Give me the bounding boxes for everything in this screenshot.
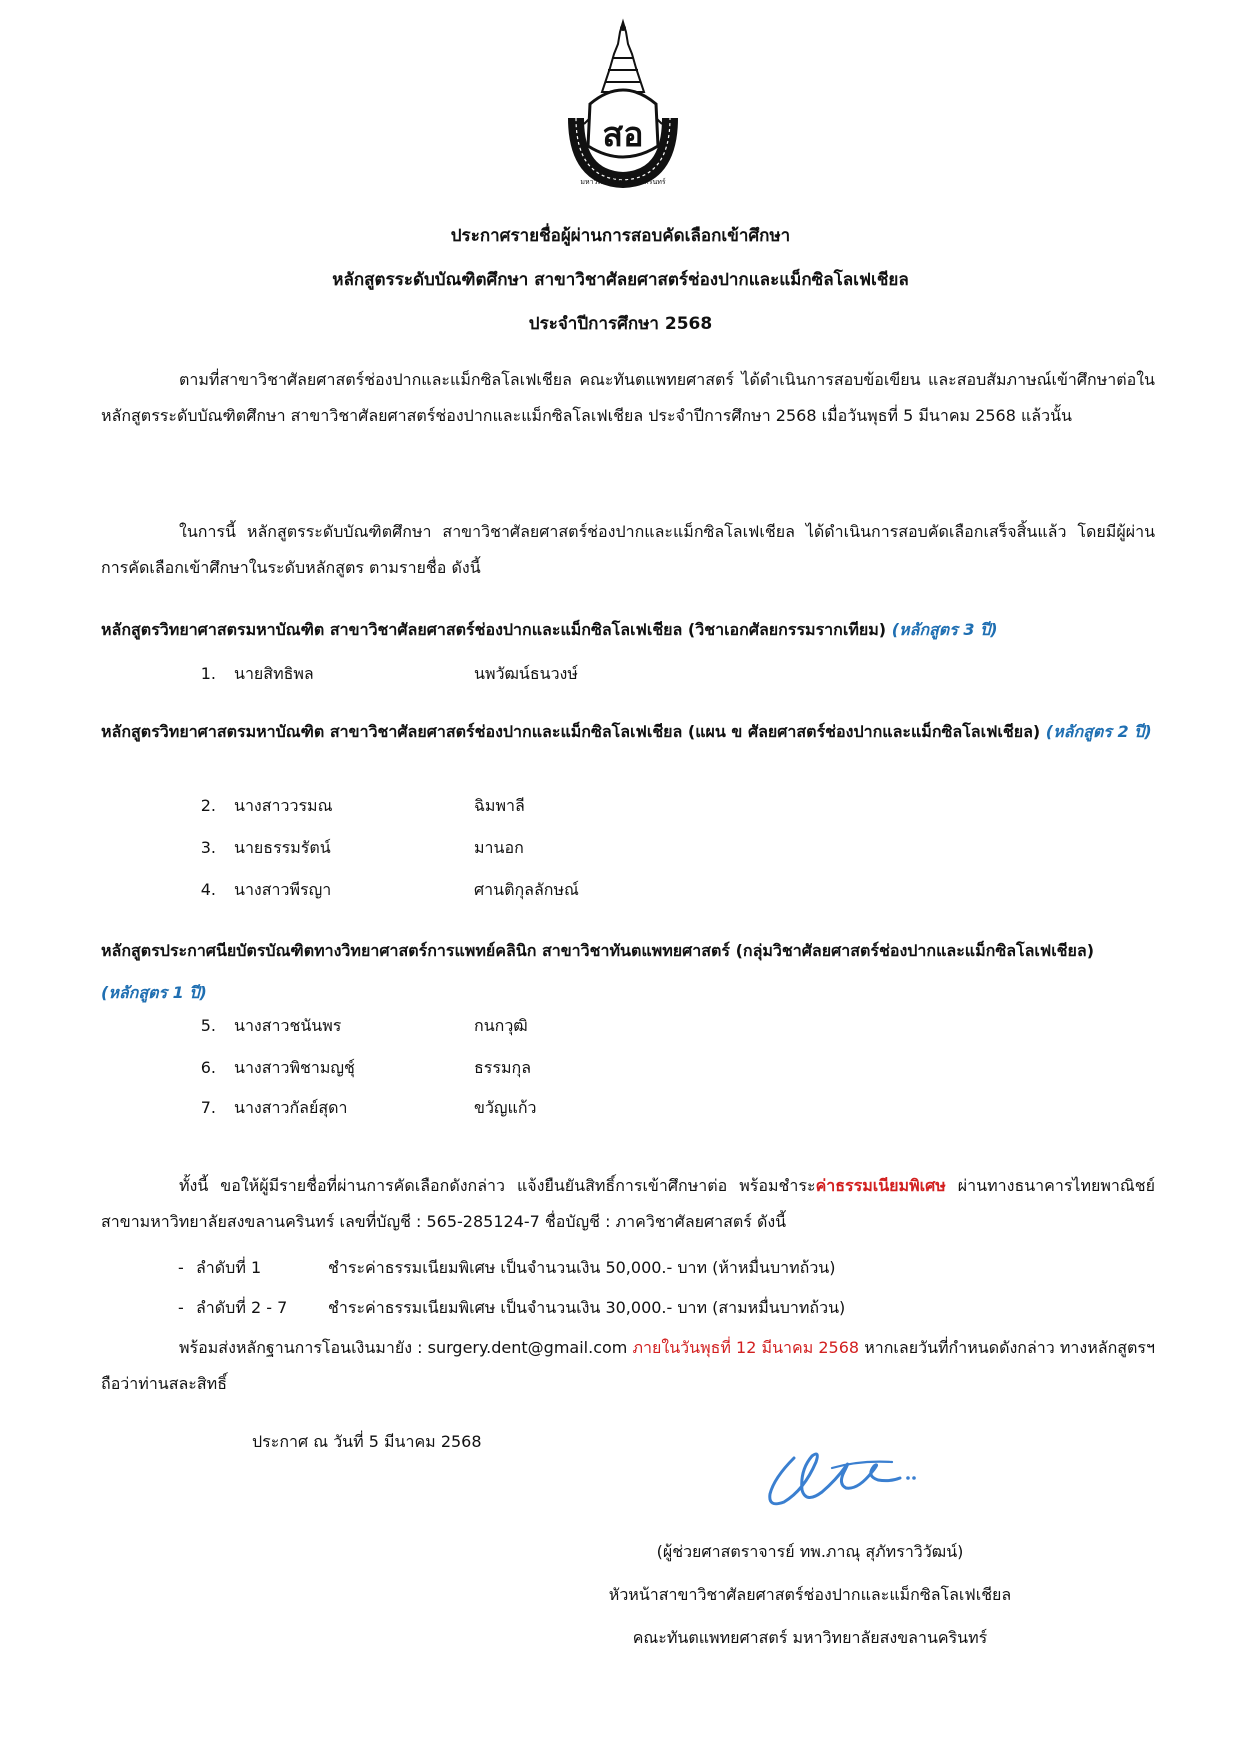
fee-bullet: - (178, 1298, 184, 1317)
student-number: 6. (200, 1058, 216, 1077)
program-duration-2: (หลักสูตร 2 ปี) (1045, 722, 1152, 741)
student-first-name: นายธรรมรัตน์ (234, 838, 331, 857)
student-first-name: นางสาวพีรญา (234, 880, 332, 899)
student-first-name: นางสาววรมณ (234, 796, 333, 815)
student-row (196, 1008, 896, 1044)
student-number: 2. (200, 796, 216, 815)
student-last-name: ธรรมกุล (474, 1058, 531, 1077)
seal-monogram: สอ (602, 115, 644, 155)
student-last-name: ขวัญแก้ว (474, 1098, 537, 1117)
student-row (196, 1050, 896, 1086)
payment-text-post: ผ่านทางธนาคารไทยพาณิชย์ สาขามหาวิทยาลัยสงขลานครินทร์ เลขที่บัญชี : 565-285124-7 ชื่อบัญชี : ภาควิชาศัลยศาสตร์ ดังนี้ (101, 1176, 1155, 1231)
handwritten-signature (760, 1432, 920, 1522)
program-duration-1: (หลักสูตร 3 ปี) (891, 620, 998, 639)
student-row (196, 872, 896, 908)
deadline-highlight: ภายในวันพุธที่ 12 มีนาคม 2568 (632, 1338, 860, 1357)
university-seal-logo (566, 18, 680, 188)
payment-paragraph (101, 1168, 1155, 1240)
fee-description: ชำระค่าธรรมเนียมพิเศษ เป็นจำนวนเงิน 50,000.- บาท (ห้าหมื่นบาทถ้วน) (328, 1258, 836, 1277)
program-heading-2 (101, 711, 1161, 753)
program-name-2: หลักสูตรวิทยาศาสตรมหาบัณฑิต สาขาวิชาศัลยศาสตร์ช่องปากและแม็กซิลโลเฟเชียล (แผน ข ศัลยศาสตร์ช่องปากและแม็กซิลโลเฟเชียล) (101, 722, 1041, 741)
fee-description: ชำระค่าธรรมเนียมพิเศษ เป็นจำนวนเงิน 30,000.- บาท (สามหมื่นบาทถ้วน) (328, 1298, 846, 1317)
title-line-2: หลักสูตรระดับบัณฑิตศึกษา สาขาวิชาศัลยศาสตร์ช่องปากและแม็กซิลโลเฟเชียล (332, 270, 909, 290)
announcement-date: ประกาศ ณ วันที่ 5 มีนาคม 2568 (252, 1432, 482, 1451)
title-line-3: ประจำปีการศึกษา 2568 (528, 314, 713, 334)
student-last-name: ฉิมพาลี (474, 796, 525, 815)
student-number: 3. (200, 838, 216, 857)
student-number: 5. (200, 1016, 216, 1035)
student-number: 4. (200, 880, 216, 899)
payment-text-pre: ทั้งนี้ ขอให้ผู้มีรายชื่อที่ผ่านการคัดเลือกดังกล่าว แจ้งยืนยันสิทธิ์การเข้าศึกษาต่อ พร้อมชำระ (179, 1176, 816, 1195)
fee-bullet: - (178, 1258, 184, 1277)
signer-position: หัวหน้าสาขาวิชาศัลยศาสตร์ช่องปากและแม็กซิลโลเฟเชียล (608, 1585, 1012, 1604)
student-number: 1. (200, 664, 216, 683)
intro-paragraph-1: ตามที่สาขาวิชาศัลยศาสตร์ช่องปากและแม็กซิลโลเฟเชียล คณะทันตแพทยศาสตร์ ได้ดำเนินการสอบข้อเขียน และสอบสัมภาษณ์เข้าศึกษาต่อในหลักสูตรระดับบัณฑิตศึกษา สาขาวิชาศัลยศาสตร์ช่องปากและแม็กซิลโลเฟเชียล ประจำปีการศึกษา 2568 เมื่อวันพุธที่ 5 มีนาคม 2568 แล้วนั้น (101, 370, 1155, 425)
student-number: 7. (200, 1098, 216, 1117)
proof-paragraph (101, 1330, 1155, 1402)
student-last-name: นพวัฒน์ธนวงษ์ (474, 664, 578, 683)
title-line-1: ประกาศรายชื่อผู้ผ่านการสอบคัดเลือกเข้าศึกษา (450, 226, 791, 246)
student-first-name: นางสาวชนันพร (234, 1016, 342, 1035)
fee-rank: ลำดับที่ 2 - 7 (196, 1298, 288, 1317)
intro-paragraph-2: ในการนี้ หลักสูตรระดับบัณฑิตศึกษา สาขาวิชาศัลยศาสตร์ช่องปากและแม็กซิลโลเฟเชียล ได้ดำเนินการสอบคัดเลือกเสร็จสิ้นแล้ว โดยมีผู้ผ่านการคัดเลือกเข้าศึกษาในระดับหลักสูตร ตามรายชื่อ ดังนี้ (101, 522, 1155, 577)
program-heading-3 (101, 930, 1161, 1014)
special-fee-highlight: ค่าธรรมเนียมพิเศษ (815, 1176, 946, 1195)
proof-text-pre: พร้อมส่งหลักฐานการโอนเงินมายัง : surgery.dent@gmail.com (179, 1338, 633, 1357)
student-first-name: นางสาวพิชามญชุ์ (234, 1058, 355, 1077)
proof-text-post: หากเลยวันที่กำหนดดังกล่าว ทางหลักสูตรฯ ถือว่าท่านสละสิทธิ์ (101, 1338, 1155, 1393)
program-name-3: หลักสูตรประกาศนียบัตรบัณฑิตทางวิทยาศาสตร์การแพทย์คลินิก สาขาวิชาทันตแพทยศาสตร์ (กลุ่มวิชาศัลยศาสตร์ช่องปากและแม็กซิลโลเฟเชียล) (101, 941, 1095, 960)
student-last-name: ศานติกุลลักษณ์ (474, 880, 579, 899)
student-first-name: นายสิทธิพล (234, 664, 314, 683)
signer-name: (ผู้ช่วยศาสตราจารย์ ทพ.ภาณุ สุภัทราวิวัฒน์) (656, 1542, 964, 1561)
student-last-name: มานอก (474, 838, 524, 857)
student-row (196, 788, 896, 824)
seal-lettering: มหาวิทยาลัยสงขลานครินทร์ (580, 178, 666, 186)
program-duration-3: (หลักสูตร 1 ปี) (101, 983, 207, 1002)
student-row (196, 1090, 896, 1126)
program-heading-1 (101, 609, 1161, 651)
fee-rank: ลำดับที่ 1 (196, 1258, 262, 1277)
student-row (196, 656, 896, 692)
signer-faculty: คณะทันตแพทยศาสตร์ มหาวิทยาลัยสงขลานครินทร์ (632, 1628, 988, 1647)
program-name-1: หลักสูตรวิทยาศาสตรมหาบัณฑิต สาขาวิชาศัลยศาสตร์ช่องปากและแม็กซิลโลเฟเชียล (วิชาเอกศัลยกรรมรากเทียม) (101, 620, 887, 639)
student-last-name: กนกวุฒิ (474, 1016, 528, 1035)
student-first-name: นางสาวกัลย์สุดา (234, 1098, 348, 1117)
student-row (196, 830, 896, 866)
